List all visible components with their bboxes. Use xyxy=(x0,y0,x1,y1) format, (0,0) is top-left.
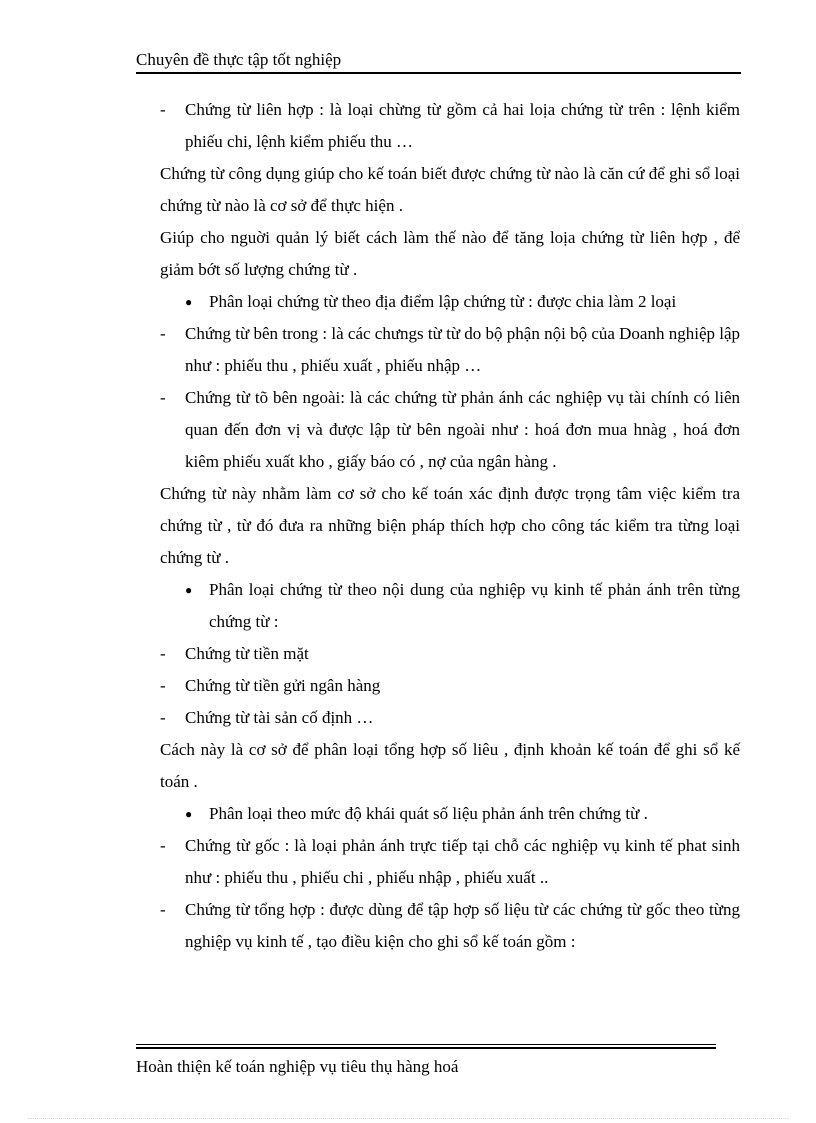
list-item xyxy=(160,894,740,958)
footer-title: Hoàn thiện kế toán nghiệp vụ tiêu thụ hàng hoá xyxy=(136,1057,459,1076)
bullet-icon: ● xyxy=(185,583,193,597)
list-item xyxy=(160,382,740,478)
list-item xyxy=(160,318,740,382)
dash-marker: - xyxy=(160,676,166,695)
list-item xyxy=(160,702,740,734)
bullet-item xyxy=(160,286,740,318)
dash-marker: - xyxy=(160,324,166,343)
list-item-text: Chứng từ tiền mặt xyxy=(185,644,309,663)
page-header xyxy=(136,48,741,74)
dash-marker: - xyxy=(160,100,166,119)
list-item xyxy=(160,638,740,670)
list-item xyxy=(160,830,740,894)
dash-marker: - xyxy=(160,900,166,919)
bullet-icon: ● xyxy=(185,807,193,821)
paragraph: Chứng từ công dụng giúp cho kế toán biết được chứng từ nào là căn cứ để ghi sổ loại chứng từ nào là cơ sở để thực hiện . xyxy=(160,164,740,215)
list-item-text: Chứng từ gốc : là loại phản ánh trực tiếp tại chỗ các nghiệp vụ kinh tế phat sinh như : phiếu thu , phiếu chi , phiếu nhập , phiếu xuất .. xyxy=(185,836,740,887)
footer-divider xyxy=(136,1047,716,1049)
paragraph: Giúp cho nguời quản lý biết cách làm thế nào để tăng loịa chứng từ liên hợp , để giảm bớt số lượng chứng từ . xyxy=(160,228,740,279)
dash-marker: - xyxy=(160,388,166,407)
bullet-item xyxy=(160,574,740,638)
list-item-text: Chứng từ tõ bên ngoài: là các chứng từ phản ánh các nghiệp vụ tài chính có liên quan đến đơn vị và được lập từ bên ngoài như : hoá đơn mua hnàg , hoá đơn kiêm phiếu xuất kho , giấy báo có , nợ của ngân hàng . xyxy=(185,388,740,471)
paragraph: Cách này là cơ sở để phân loại tổng hợp số liêu , định khoản kế toán để ghi sổ kế toán . xyxy=(160,740,740,791)
document-body xyxy=(160,94,740,958)
list-item xyxy=(160,94,740,158)
list-item-text: Chứng từ bên trong : là các chưngs từ từ do bộ phận nội bộ của Doanh nghiệp lập như : phiếu thu , phiếu xuất , phiếu nhập … xyxy=(185,324,741,375)
bullet-item-text: Phân loại chứng từ theo nội dung của nghiệp vụ kinh tế phản ánh trên từng chứng từ : xyxy=(209,580,740,631)
dash-marker: - xyxy=(160,836,166,855)
list-item-text: Chứng từ tổng hợp : được dùng để tập hợp số liệu từ các chứng từ gốc theo từng nghiệp vụ kinh tế , tạo điều kiện cho ghi sổ kế toán gồm : xyxy=(185,900,740,951)
bullet-item-text: Phân loại chứng từ theo địa điểm lập chứng từ : được chia làm 2 loại xyxy=(209,292,677,311)
list-item-text: Chứng từ liên hợp : là loại chừng từ gồm cả hai loịa chứng từ trên : lệnh kiểm phiếu chi, lệnh kiểm phiếu thu … xyxy=(185,100,740,151)
paragraph: Chứng từ này nhằm làm cơ sở cho kế toán xác định được trọng tâm việc kiểm tra chứng từ , từ đó đưa ra những biện pháp thích hợp cho công tác kiểm tra từng loại chứng từ . xyxy=(160,484,740,567)
dash-marker: - xyxy=(160,644,166,663)
list-item xyxy=(160,670,740,702)
header-title: Chuyên đề thực tập tốt nghiệp xyxy=(136,50,342,69)
page-edge-divider xyxy=(28,1118,788,1119)
page-footer xyxy=(136,1044,716,1077)
bullet-item-text: Phân loại theo mức độ khái quát số liệu phản ánh trên chứng từ . xyxy=(209,804,648,823)
footer-divider xyxy=(136,1044,716,1045)
list-item-text: Chứng từ tiền gửi ngân hàng xyxy=(185,676,381,695)
dash-marker: - xyxy=(160,708,166,727)
bullet-item xyxy=(160,798,740,830)
list-item-text: Chứng từ tài sản cố định … xyxy=(185,708,374,727)
bullet-icon: ● xyxy=(185,295,193,309)
